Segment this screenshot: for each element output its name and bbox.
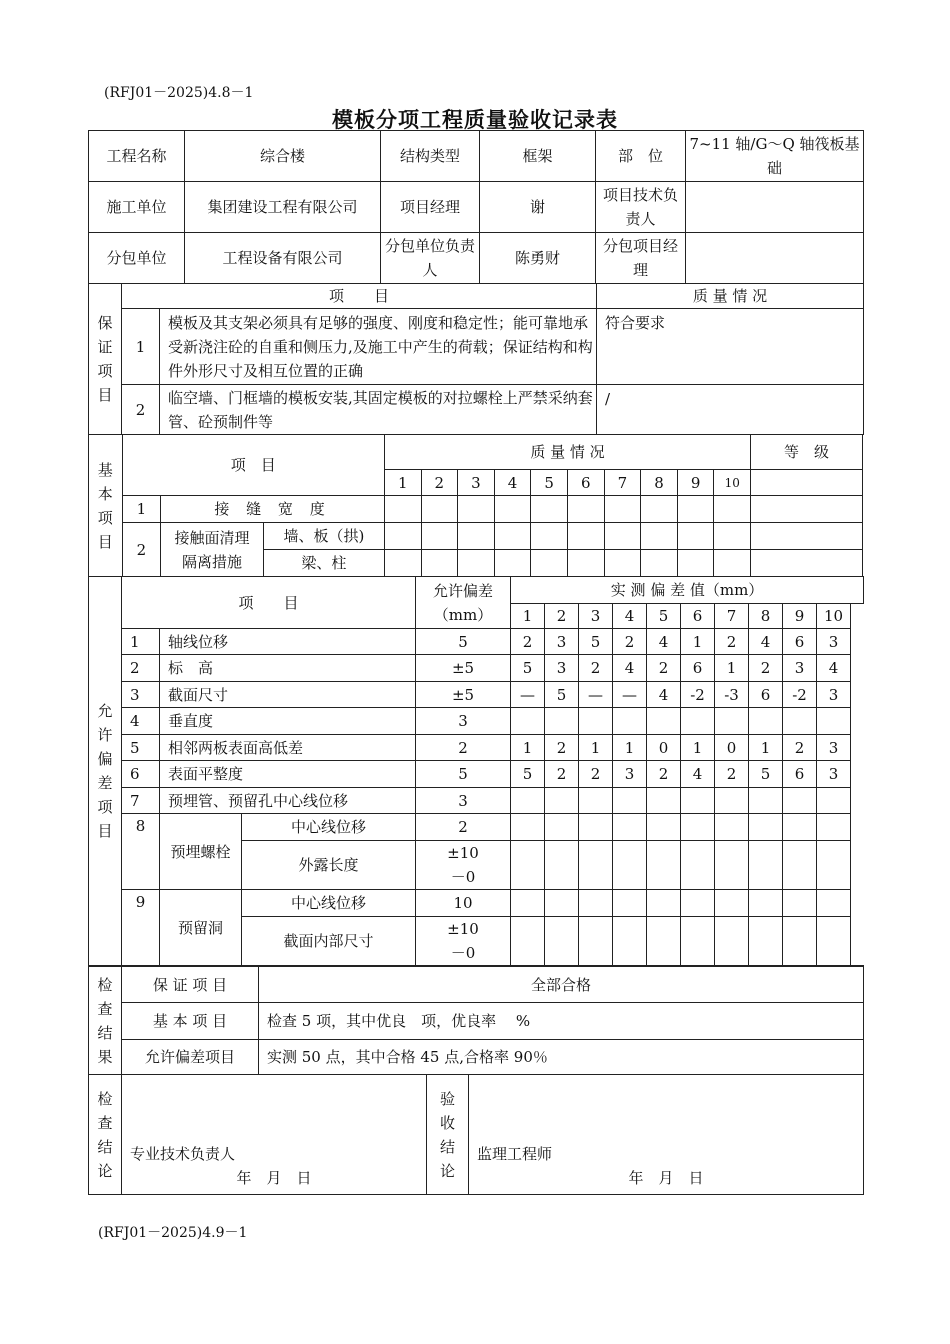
deviation-value-cell: 2 bbox=[613, 629, 647, 655]
deviation-cell bbox=[511, 890, 545, 917]
deviation-value-cell: 4 bbox=[681, 761, 715, 788]
deviation-value-cell: 5 bbox=[511, 655, 545, 682]
basic-cell bbox=[494, 523, 531, 550]
deviation-value-cell: 1 bbox=[511, 735, 545, 761]
basic-cell bbox=[751, 496, 863, 523]
basic-cell bbox=[714, 496, 751, 523]
basic-cell bbox=[494, 496, 531, 523]
deviation-value-cell: 5 bbox=[511, 761, 545, 788]
deviation-value-cell: 6 bbox=[749, 682, 783, 708]
deviation-num: 10 bbox=[817, 604, 851, 629]
deviation-value-cell: 5 bbox=[545, 682, 579, 708]
position-label: 部 位 bbox=[596, 131, 686, 182]
deviation-value-cell bbox=[681, 708, 715, 735]
basic-cell bbox=[531, 496, 568, 523]
basic-row-no: 2 bbox=[122, 523, 161, 577]
tech-lead-value bbox=[686, 182, 864, 233]
guarantee-col-item: 项 目 bbox=[122, 284, 597, 309]
pm-value: 谢 bbox=[480, 182, 596, 233]
conclusion-check-label: 检 查 结 论 bbox=[89, 1075, 122, 1195]
deviation-value-cell bbox=[817, 708, 851, 735]
result-basic-label: 基 本 项 目 bbox=[122, 1003, 259, 1040]
deviation-value-cell: 1 bbox=[681, 629, 715, 655]
deviation-gap-cell bbox=[851, 604, 864, 629]
basic-col-item: 项 目 bbox=[122, 435, 384, 496]
deviation-cell bbox=[579, 814, 613, 841]
basic-cell bbox=[641, 550, 678, 577]
tech-person-label: 专业技术负责人 bbox=[130, 1145, 236, 1163]
sub-lead-label: 分包单位负责人 bbox=[381, 233, 480, 284]
deviation-row-allow: 5 bbox=[416, 761, 511, 788]
deviation-cell bbox=[579, 841, 613, 890]
deviation-row-allow: 3 bbox=[416, 788, 511, 814]
basic-num: 10 bbox=[714, 470, 751, 496]
basic-cell bbox=[751, 550, 863, 577]
deviation-cell bbox=[783, 917, 817, 966]
deviation-cell bbox=[647, 917, 681, 966]
basic-cell bbox=[714, 523, 751, 550]
deviation-value-cell: — bbox=[579, 682, 613, 708]
basic-cell bbox=[384, 523, 421, 550]
deviation-cell bbox=[783, 841, 817, 890]
basic-cell bbox=[751, 523, 863, 550]
deviation-cell bbox=[511, 917, 545, 966]
deviation-row-allow: 3 bbox=[416, 708, 511, 735]
deviation-cell bbox=[681, 814, 715, 841]
deviation-value-cell bbox=[783, 788, 817, 814]
result-guarantee-value: 全部合格 bbox=[259, 967, 864, 1003]
deviation-row-no: 1 bbox=[122, 629, 160, 655]
deviation-value-cell: 5 bbox=[749, 761, 783, 788]
deviation-value-cell: 2 bbox=[579, 761, 613, 788]
deviation-row-name: 标 高 bbox=[160, 655, 416, 682]
sub-pm-label: 分包项目经 理 bbox=[596, 233, 686, 284]
basic-cell bbox=[531, 523, 568, 550]
deviation-value-cell: 3 bbox=[817, 682, 851, 708]
conclusion-accept-area bbox=[469, 1075, 864, 1195]
basic-cell bbox=[458, 496, 495, 523]
project-info-table bbox=[88, 130, 864, 284]
deviation-value-cell: 2 bbox=[647, 655, 681, 682]
table-row bbox=[89, 761, 864, 788]
conclusion-check-area bbox=[122, 1075, 427, 1195]
deviation-value-cell: 1 bbox=[715, 655, 749, 682]
deviation-row-name: 预埋管、预留孔中心线位移 bbox=[160, 788, 416, 814]
deviation-row-allow: 2 bbox=[416, 735, 511, 761]
basic-num: 5 bbox=[531, 470, 568, 496]
deviation-row-no: 5 bbox=[122, 735, 160, 761]
basic-section-label: 基 本 项 目 bbox=[89, 435, 123, 577]
deviation-cell bbox=[817, 890, 851, 917]
deviation-row-allow: ±5 bbox=[416, 682, 511, 708]
project-name-value: 综合楼 bbox=[185, 131, 381, 182]
deviation-value-cell: 2 bbox=[579, 655, 613, 682]
deviation-value-cell bbox=[715, 708, 749, 735]
deviation-row8-allow2 bbox=[416, 841, 511, 890]
deviation-cell bbox=[511, 841, 545, 890]
deviation-value-cell: 1 bbox=[579, 735, 613, 761]
deviation-cell bbox=[613, 814, 647, 841]
deviation-value-cell bbox=[613, 788, 647, 814]
deviation-gap-cell bbox=[851, 761, 864, 788]
deviation-value-cell: 3 bbox=[783, 655, 817, 682]
deviation-value-cell bbox=[545, 788, 579, 814]
deviation-cell bbox=[613, 890, 647, 917]
deviation-value-cell: 1 bbox=[613, 735, 647, 761]
deviation-cell bbox=[613, 841, 647, 890]
deviation-row-name: 表面平整度 bbox=[160, 761, 416, 788]
deviation-value-cell bbox=[647, 788, 681, 814]
deviation-row-name: 垂直度 bbox=[160, 708, 416, 735]
basic-cell bbox=[714, 550, 751, 577]
deviation-gap-cell bbox=[851, 629, 864, 655]
deviation-value-cell: 2 bbox=[715, 761, 749, 788]
deviation-gap-cell bbox=[851, 708, 864, 735]
deviation-row9-no: 9 bbox=[122, 890, 160, 966]
deviation-row-allow: 5 bbox=[416, 629, 511, 655]
deviation-value-cell: 1 bbox=[749, 735, 783, 761]
deviation-row-no: 3 bbox=[122, 682, 160, 708]
deviation-value-cell bbox=[511, 788, 545, 814]
deviation-row-name: 截面尺寸 bbox=[160, 682, 416, 708]
basic-cell bbox=[567, 496, 604, 523]
guarantee-row-text: 模板及其支架必须具有足够的强度、刚度和稳定性；能可靠地承受新浇注砼的自重和侧压力,及施工中产生的荷载；保证结构和构件外形尺寸及相互位置的正确 bbox=[160, 309, 597, 385]
result-deviation-label: 允许偏差项目 bbox=[122, 1040, 259, 1075]
deviation-cell bbox=[817, 814, 851, 841]
deviation-cell bbox=[647, 890, 681, 917]
deviation-value-cell bbox=[579, 708, 613, 735]
deviation-value-cell bbox=[715, 788, 749, 814]
deviation-cell bbox=[545, 917, 579, 966]
basic-num: 1 bbox=[384, 470, 421, 496]
guarantee-col-quality: 质 量 情 况 bbox=[597, 284, 864, 309]
deviation-gap-cell bbox=[851, 890, 864, 917]
deviation-num: 5 bbox=[647, 604, 681, 629]
basic-num: 7 bbox=[604, 470, 641, 496]
deviation-cell bbox=[749, 917, 783, 966]
deviation-col-allow-b: （mm） bbox=[433, 605, 493, 624]
check-date: 年 月 日 bbox=[236, 1169, 312, 1187]
deviation-value-cell: -3 bbox=[715, 682, 749, 708]
basic-cell bbox=[384, 496, 421, 523]
basic-cell bbox=[531, 550, 568, 577]
deviation-row8-sub2: 外露长度 bbox=[242, 841, 416, 890]
deviation-value-cell: 5 bbox=[579, 629, 613, 655]
table-row bbox=[89, 788, 864, 814]
form-code-top: (RFJ01－2025)4.8－1 bbox=[104, 85, 254, 101]
deviation-gap-cell bbox=[851, 788, 864, 814]
guarantee-row-no: 1 bbox=[122, 309, 160, 385]
deviation-value-cell bbox=[647, 708, 681, 735]
basic-col-quality: 质 量 情 况 bbox=[384, 435, 750, 470]
deviation-value-cell: 2 bbox=[715, 629, 749, 655]
deviation-cell bbox=[647, 814, 681, 841]
table-row bbox=[89, 655, 864, 682]
conclusion-table bbox=[88, 1074, 864, 1195]
deviation-value-cell: 3 bbox=[817, 761, 851, 788]
result-section-label: 检 查 结 果 bbox=[89, 967, 122, 1075]
deviation-row9-allow2-b: －0 bbox=[450, 944, 476, 962]
result-deviation-value: 实测 50 点，其中合格 45 点,合格率 90％ bbox=[259, 1040, 864, 1075]
supervisor-label: 监理工程师 bbox=[477, 1145, 553, 1163]
deviation-row-no: 6 bbox=[122, 761, 160, 788]
basic-cell bbox=[421, 523, 458, 550]
basic-row-no: 1 bbox=[122, 496, 161, 523]
result-guarantee-label: 保 证 项 目 bbox=[122, 967, 259, 1003]
deviation-cell bbox=[545, 890, 579, 917]
basic-cell bbox=[604, 523, 641, 550]
deviation-row-no: 2 bbox=[122, 655, 160, 682]
basic-cell bbox=[458, 523, 495, 550]
deviation-row9-allow2 bbox=[416, 917, 511, 966]
basic-cell bbox=[421, 550, 458, 577]
deviation-num: 2 bbox=[545, 604, 579, 629]
deviation-value-cell bbox=[545, 708, 579, 735]
deviation-cell bbox=[715, 917, 749, 966]
contractor-value: 集团建设工程有限公司 bbox=[185, 182, 381, 233]
basic-num: 2 bbox=[421, 470, 458, 496]
deviation-value-cell bbox=[511, 708, 545, 735]
deviation-cell bbox=[681, 890, 715, 917]
basic-row-text: 接 缝 宽 度 bbox=[161, 496, 385, 523]
deviation-value-cell: 2 bbox=[511, 629, 545, 655]
basic-row2-text bbox=[161, 523, 264, 577]
deviation-value-cell: 3 bbox=[817, 735, 851, 761]
contractor-label: 施工单位 bbox=[89, 182, 185, 233]
deviation-row9-group: 预留洞 bbox=[160, 890, 242, 966]
table-row bbox=[89, 708, 864, 735]
deviation-row-name: 相邻两板表面高低差 bbox=[160, 735, 416, 761]
basic-cell bbox=[641, 496, 678, 523]
deviation-value-cell: 4 bbox=[749, 629, 783, 655]
deviation-row8-group: 预埋螺栓 bbox=[160, 814, 242, 890]
sub-lead-value: 陈勇财 bbox=[480, 233, 596, 284]
deviation-cell bbox=[579, 917, 613, 966]
basic-items-table bbox=[88, 434, 863, 577]
deviation-col-allow bbox=[416, 577, 511, 629]
deviation-num: 8 bbox=[749, 604, 783, 629]
deviation-row9-sub1: 中心线位移 bbox=[242, 890, 416, 917]
table-row bbox=[89, 682, 864, 708]
deviation-value-cell: 4 bbox=[613, 655, 647, 682]
deviation-row8-sub1: 中心线位移 bbox=[242, 814, 416, 841]
deviation-col-allow-a: 允许偏差 bbox=[432, 581, 493, 600]
basic-cell bbox=[604, 550, 641, 577]
deviation-value-cell: 3 bbox=[817, 629, 851, 655]
sub-pm-value bbox=[686, 233, 864, 284]
deviation-row8-allow1: 2 bbox=[416, 814, 511, 841]
deviation-value-cell: 4 bbox=[647, 682, 681, 708]
deviation-row8-allow2-b: －0 bbox=[450, 868, 476, 886]
basic-cell bbox=[421, 496, 458, 523]
deviation-value-cell bbox=[783, 708, 817, 735]
deviation-num: 1 bbox=[511, 604, 545, 629]
basic-row2-text-b: 隔离措施 bbox=[182, 552, 243, 571]
deviation-value-cell: 2 bbox=[545, 735, 579, 761]
deviation-cell bbox=[613, 917, 647, 966]
guarantee-section-label: 保 证 项 目 bbox=[89, 284, 122, 435]
basic-cell bbox=[567, 550, 604, 577]
guarantee-row-quality: / bbox=[597, 385, 864, 435]
deviation-gap-cell bbox=[851, 682, 864, 708]
deviation-value-cell: 0 bbox=[715, 735, 749, 761]
basic-cell bbox=[677, 523, 714, 550]
deviation-value-cell: 3 bbox=[545, 629, 579, 655]
deviation-row8-no: 8 bbox=[122, 814, 160, 890]
accept-date: 年 月 日 bbox=[628, 1169, 704, 1187]
deviation-cell bbox=[545, 841, 579, 890]
deviation-cell bbox=[511, 814, 545, 841]
deviation-value-cell: 3 bbox=[613, 761, 647, 788]
check-result-table bbox=[88, 966, 864, 1075]
pm-label: 项目经理 bbox=[381, 182, 480, 233]
deviation-row-allow: ±5 bbox=[416, 655, 511, 682]
deviation-value-cell: 4 bbox=[647, 629, 681, 655]
form-code-bottom: (RFJ01－2025)4.9－1 bbox=[98, 1225, 248, 1241]
deviation-row-no: 4 bbox=[122, 708, 160, 735]
basic-row2-sub1: 墙、板（拱) bbox=[263, 523, 384, 550]
deviation-cell bbox=[817, 841, 851, 890]
deviation-row-no: 7 bbox=[122, 788, 160, 814]
deviation-value-cell: -2 bbox=[783, 682, 817, 708]
table-row bbox=[89, 629, 864, 655]
deviation-num: 7 bbox=[715, 604, 749, 629]
deviation-row9-sub2: 截面内部尺寸 bbox=[242, 917, 416, 966]
position-value: 7~11 轴/G～Q 轴筏板基础 bbox=[686, 131, 864, 182]
basic-cell bbox=[604, 496, 641, 523]
project-name-label: 工程名称 bbox=[89, 131, 185, 182]
deviation-col-item: 项 目 bbox=[122, 577, 416, 629]
deviation-value-cell: 6 bbox=[783, 629, 817, 655]
deviation-cell bbox=[715, 890, 749, 917]
guarantee-row-quality: 符合要求 bbox=[597, 309, 864, 385]
deviation-section-label: 允 许 偏 差 项 目 bbox=[89, 577, 122, 966]
deviation-value-cell: 0 bbox=[647, 735, 681, 761]
table-row bbox=[89, 735, 864, 761]
deviation-value-cell: 2 bbox=[749, 655, 783, 682]
guarantee-row-text: 临空墙、门框墙的模板安装,其固定模板的对拉螺栓上严禁采纳套管、砼预制件等 bbox=[160, 385, 597, 435]
basic-cell bbox=[494, 550, 531, 577]
conclusion-accept-label: 验 收 结 论 bbox=[427, 1075, 469, 1195]
basic-row2-sub2: 梁、柱 bbox=[263, 550, 384, 577]
deviation-num: 3 bbox=[579, 604, 613, 629]
basic-cell bbox=[641, 523, 678, 550]
deviation-gap-cell bbox=[851, 735, 864, 761]
deviation-cell bbox=[647, 841, 681, 890]
deviation-gap-cell bbox=[851, 841, 864, 890]
deviation-cell bbox=[681, 917, 715, 966]
basic-row2-text-a: 接触面清理 bbox=[174, 528, 250, 547]
deviation-value-cell: 2 bbox=[647, 761, 681, 788]
deviation-cell bbox=[783, 890, 817, 917]
basic-num: 9 bbox=[677, 470, 714, 496]
page-title: 模板分项工程质量验收记录表 bbox=[332, 107, 618, 132]
deviation-value-cell: 1 bbox=[681, 735, 715, 761]
deviation-value-cell: 6 bbox=[681, 655, 715, 682]
basic-num: 6 bbox=[567, 470, 604, 496]
deviation-gap-cell bbox=[851, 814, 864, 841]
basic-col-grade: 等 级 bbox=[751, 435, 863, 470]
deviation-cell bbox=[783, 814, 817, 841]
deviation-value-cell bbox=[749, 708, 783, 735]
deviation-value-cell: 2 bbox=[783, 735, 817, 761]
subcontractor-value: 工程设备有限公司 bbox=[185, 233, 381, 284]
deviation-value-cell: 3 bbox=[545, 655, 579, 682]
deviation-row-name: 轴线位移 bbox=[160, 629, 416, 655]
basic-num: 8 bbox=[641, 470, 678, 496]
deviation-cell bbox=[715, 814, 749, 841]
deviation-value-cell bbox=[681, 788, 715, 814]
deviation-value-cell: -2 bbox=[681, 682, 715, 708]
deviation-value-cell: 6 bbox=[783, 761, 817, 788]
deviation-value-cell: — bbox=[613, 682, 647, 708]
deviation-value-cell: 4 bbox=[817, 655, 851, 682]
subcontractor-label: 分包单位 bbox=[89, 233, 185, 284]
deviation-table bbox=[88, 576, 864, 966]
deviation-cell bbox=[715, 841, 749, 890]
deviation-cell bbox=[579, 890, 613, 917]
basic-grade-cell bbox=[751, 470, 863, 496]
basic-cell bbox=[677, 550, 714, 577]
basic-cell bbox=[567, 523, 604, 550]
basic-cell bbox=[384, 550, 421, 577]
deviation-gap-cell bbox=[851, 917, 864, 966]
basic-num: 3 bbox=[458, 470, 495, 496]
deviation-row9-allow2-a: ±10 bbox=[447, 920, 479, 938]
deviation-cell bbox=[749, 890, 783, 917]
basic-cell bbox=[677, 496, 714, 523]
structure-type-value: 框架 bbox=[480, 131, 596, 182]
deviation-num: 9 bbox=[783, 604, 817, 629]
deviation-value-cell: 2 bbox=[545, 761, 579, 788]
deviation-gap-cell bbox=[851, 655, 864, 682]
deviation-value-cell bbox=[579, 788, 613, 814]
deviation-cell bbox=[749, 841, 783, 890]
deviation-cell bbox=[749, 814, 783, 841]
deviation-value-cell bbox=[613, 708, 647, 735]
deviation-row9-allow1: 10 bbox=[416, 890, 511, 917]
deviation-col-measured: 实 测 偏 差 值（mm） bbox=[511, 577, 864, 604]
deviation-num: 6 bbox=[681, 604, 715, 629]
guarantee-row-no: 2 bbox=[122, 385, 160, 435]
deviation-num: 4 bbox=[613, 604, 647, 629]
tech-lead-label: 项目技术负责人 bbox=[596, 182, 686, 233]
deviation-value-cell: — bbox=[511, 682, 545, 708]
result-basic-value: 检查 5 项，其中优良 项，优良率 % bbox=[259, 1003, 864, 1040]
deviation-value-cell bbox=[817, 788, 851, 814]
basic-num: 4 bbox=[494, 470, 531, 496]
basic-cell bbox=[458, 550, 495, 577]
deviation-cell bbox=[545, 814, 579, 841]
deviation-value-cell bbox=[749, 788, 783, 814]
deviation-cell bbox=[817, 917, 851, 966]
guarantee-table bbox=[88, 283, 864, 435]
deviation-cell bbox=[681, 841, 715, 890]
structure-type-label: 结构类型 bbox=[381, 131, 480, 182]
deviation-row8-allow2-a: ±10 bbox=[447, 844, 479, 862]
